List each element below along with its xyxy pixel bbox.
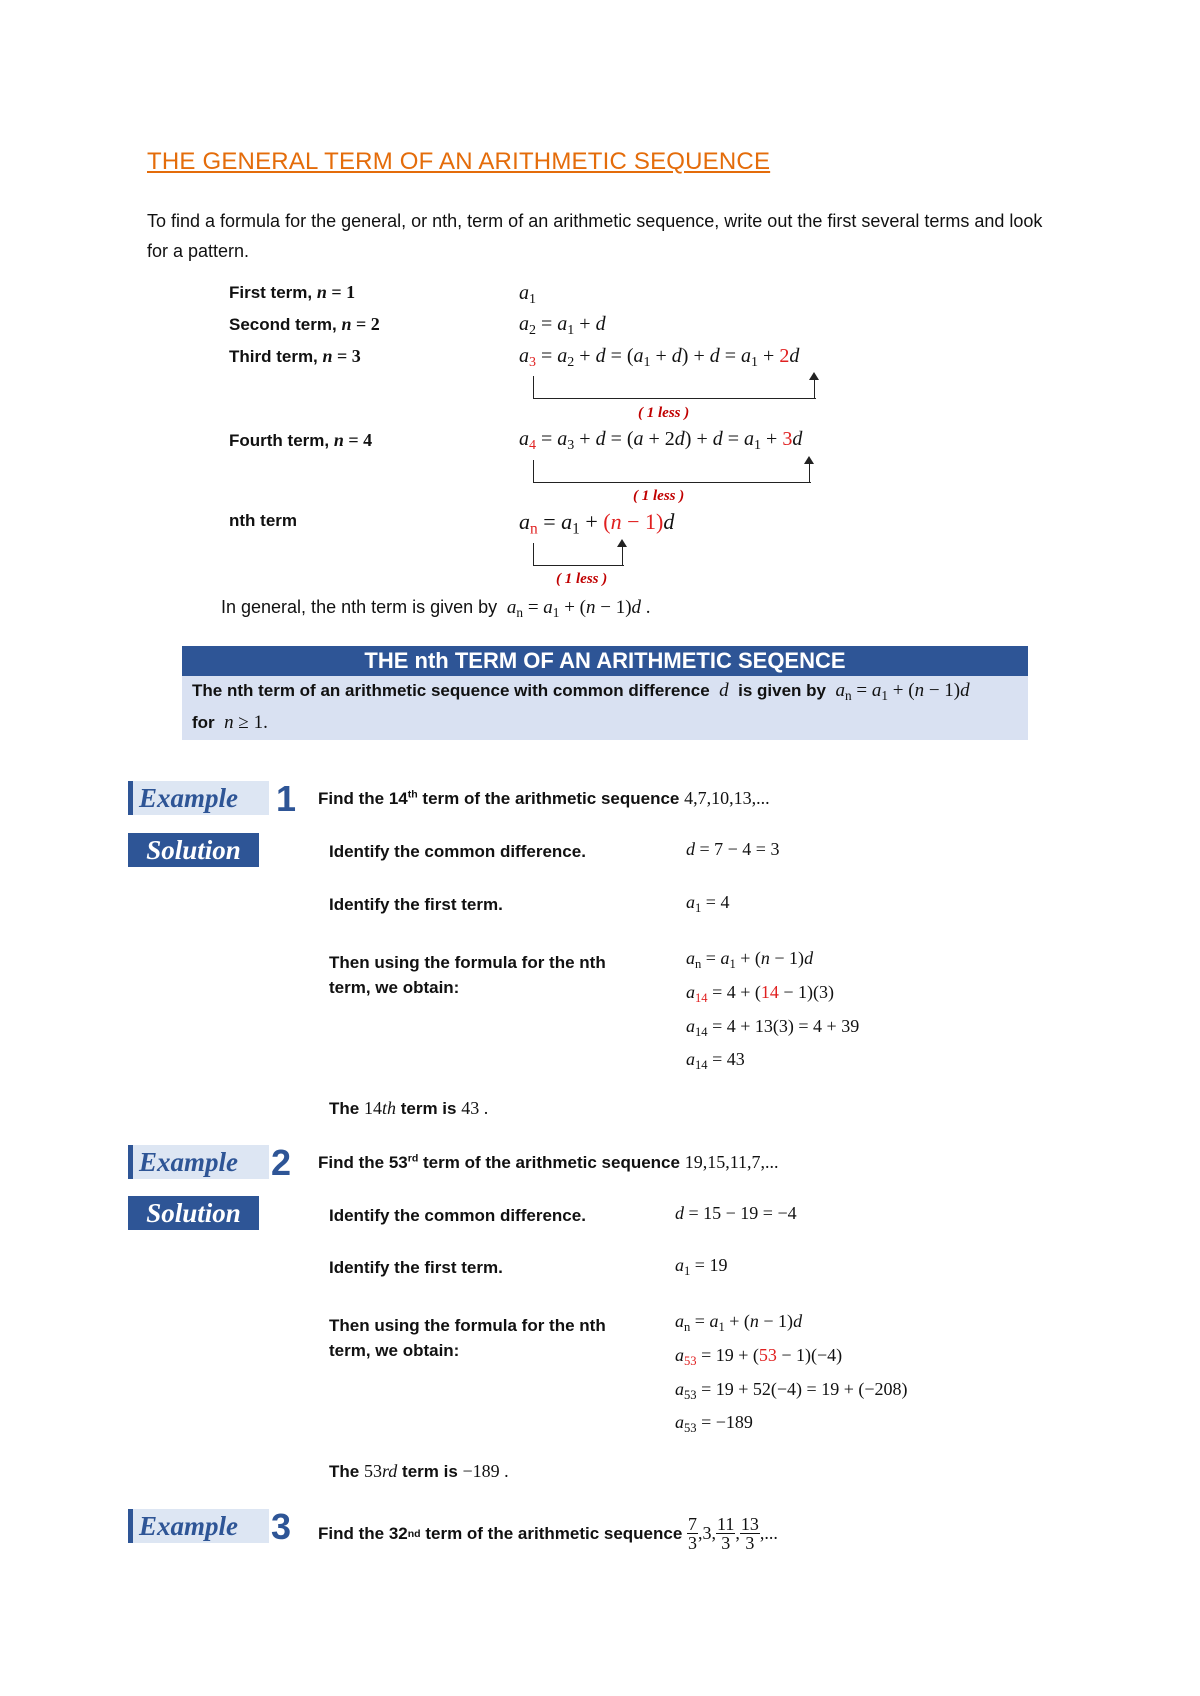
third-term-label: Third term, n = 3 [229,346,361,366]
example-2-step-3: Then using the formula for the nth term, we obtain: [329,1316,606,1360]
example-1-step-3: Then using the formula for the nth term, we obtain: [329,953,606,997]
fourth-term-expression: $a_4 = a_3 + d = (a + 2d) + d = a_1 + 3d$ [519,428,803,454]
example-2-common-difference: d = 15 − 19 = −4 [675,1203,797,1223]
definition-box [182,676,1028,740]
example-2-step-1: Identify the common difference. [329,1206,586,1225]
arrow-up-icon [804,456,814,464]
one-less-note: ( 1 less ) [633,488,685,504]
example-1-common-difference: d = 7 − 4 = 3 [686,839,780,859]
example-1-simplify: $a_{14} = 4 + 13(3) = 4 + 39$ [686,1016,860,1039]
example-1-substitution: $a_{14} = 4 + (14 - 1)(3)$ [686,982,835,1005]
third-term-bracket [533,376,816,399]
solution-1-tag: Solution [128,833,259,867]
definition-box-heading: THE nth TERM OF AN ARITHMETIC SEQENCE [182,646,1028,676]
example-3-sequence: $\frac{7}{3}$ ,3, $\frac{11}{3}$ , $\frac{13}{3}$ ,... [688,1514,778,1553]
second-term-label: Second term, n = 2 [229,314,380,334]
nth-term-label: nth term [229,511,297,530]
example-2-formula: $a_n = a_1 + (n - 1)d$ [675,1311,803,1334]
example-2-result: $a_{53} = -189$ [675,1412,753,1435]
example-1-number: 1 [276,778,297,819]
example-2-first-term: $a_1 = 19$ [675,1255,728,1278]
example-1-formula: $a_n = a_1 + (n - 1)d$ [686,948,814,971]
nth-term-expression: $a_n = a_1 + (n - 1)d$ [519,509,675,538]
third-term-expression: $a_3 = a_2 + d = (a_1 + d) + d = a_1 + 2d$ [519,345,800,371]
example-2-question: Find the 53rd term of the arithmetic sequence 19,15,11,7,... [318,1152,779,1172]
first-term-label: First term, n = 1 [229,282,356,302]
example-3-tag: Example [128,1509,269,1543]
example-2-step-2: Identify the first term. [329,1258,503,1277]
example-2-tag: Example [128,1145,269,1179]
first-term-expression: $a_1$ [519,282,536,308]
example-1-step-2: Identify the first term. [329,895,503,914]
example-1-conclusion: The 14th term is 43 . [329,1098,489,1118]
example-2-conclusion: The 53rd term is −189 . [329,1461,509,1481]
second-term-expression: $a_2 = a_1 + d$ [519,313,606,339]
example-1-first-term: $a_1 = 4$ [686,892,730,915]
example-1-step-1: Identify the common difference. [329,842,586,861]
example-1-tag: Example [128,781,269,815]
arrow-up-icon [617,539,627,547]
definition-line-1: The nth term of an arithmetic sequence with common difference d is given by $a_n = a_1 + (n - 1)d$ [192,680,970,703]
example-3-question: Find the 32 nd term of the arithmetic sequence $\frac{7}{3}$ ,3, $\frac{11}{3}$ , $\frac{13}{3}$ ,... [318,1514,778,1553]
example-2-simplify: $a_{53} = 19 + 52(-4) = 19 + (-208)$ [675,1379,908,1402]
example-1-result: $a_{14} = 43$ [686,1049,745,1072]
nth-term-bracket [533,543,624,566]
example-2-substitution: $a_{53} = 19 + (53 - 1)(-4)$ [675,1345,843,1368]
one-less-note: ( 1 less ) [556,571,608,587]
fourth-term-label: Fourth term, n = 4 [229,430,373,450]
solution-2-tag: Solution [128,1196,259,1230]
fourth-term-bracket [533,460,811,483]
general-statement: In general, the nth term is given by $a_n = a_1 + (n - 1)d$ . [221,597,651,620]
example-2-number: 2 [271,1142,292,1183]
example-1-question: Find the 14th term of the arithmetic sequence 4,7,10,13,... [318,788,770,808]
one-less-note: ( 1 less ) [638,405,690,421]
page-title: THE GENERAL TERM OF AN ARITHMETIC SEQUENCE [147,148,771,175]
arrow-up-icon [809,372,819,380]
definition-line-2: for n ≥ 1. [192,712,268,733]
intro-paragraph: To find a formula for the general, or nth, term of an arithmetic sequence, write out the first several terms and look for a pattern. [147,211,1043,261]
example-3-number: 3 [271,1506,292,1547]
